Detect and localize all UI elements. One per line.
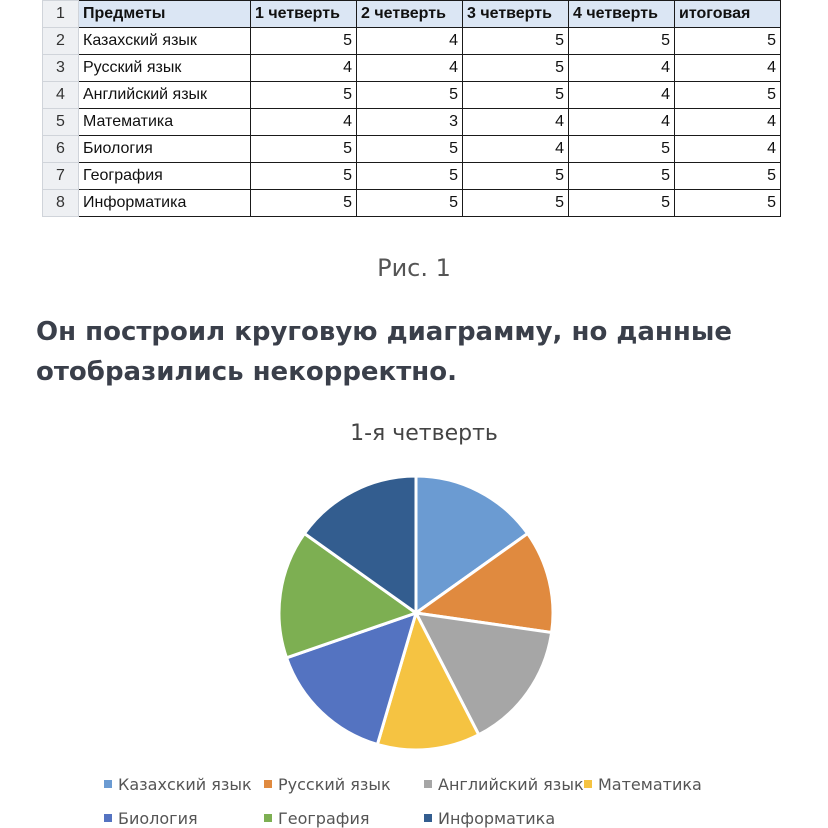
subject-cell: Математика (79, 109, 251, 136)
column-header: 3 четверть (463, 1, 569, 28)
grade-cell: 5 (357, 163, 463, 190)
grade-cell: 5 (251, 136, 357, 163)
legend-label: Английский язык (438, 775, 584, 794)
table-row (43, 28, 781, 55)
grade-cell: 5 (675, 28, 781, 55)
row-number: 2 (43, 28, 79, 55)
column-header: Предметы (79, 1, 251, 28)
grade-cell: 4 (569, 109, 675, 136)
legend-label: География (278, 809, 370, 828)
grade-cell: 5 (357, 190, 463, 217)
legend-swatch (424, 814, 432, 822)
grade-cell: 4 (463, 109, 569, 136)
grade-cell: 4 (251, 55, 357, 82)
grade-cell: 5 (251, 163, 357, 190)
subject-cell: Информатика (79, 190, 251, 217)
grade-cell: 5 (251, 190, 357, 217)
grade-cell: 5 (251, 28, 357, 55)
grade-cell: 4 (675, 109, 781, 136)
row-number: 5 (43, 109, 79, 136)
legend-label: Математика (598, 775, 702, 794)
column-header: итоговая (675, 1, 781, 28)
grade-cell: 4 (675, 136, 781, 163)
pie-chart (0, 408, 828, 828)
legend-swatch (264, 814, 272, 822)
row-number: 7 (43, 163, 79, 190)
grade-cell: 4 (569, 55, 675, 82)
grade-cell: 5 (569, 190, 675, 217)
subject-cell: Биология (79, 136, 251, 163)
pie-slices (279, 476, 553, 750)
row-number: 3 (43, 55, 79, 82)
legend-swatch (104, 814, 112, 822)
grade-cell: 4 (357, 28, 463, 55)
grade-cell: 5 (463, 163, 569, 190)
legend-label: Русский язык (278, 775, 391, 794)
row-number: 1 (43, 1, 79, 28)
table-row (43, 109, 781, 136)
grade-cell: 5 (357, 82, 463, 109)
subject-cell: География (79, 163, 251, 190)
legend-swatch (104, 780, 112, 788)
grade-cell: 3 (357, 109, 463, 136)
chart-title: 1-я четверть (350, 421, 498, 446)
column-header: 4 четверть (569, 1, 675, 28)
grade-cell: 5 (463, 55, 569, 82)
grade-cell: 5 (357, 136, 463, 163)
table-header-row (43, 1, 781, 28)
table-row (43, 190, 781, 217)
table-row (43, 136, 781, 163)
grade-cell: 5 (569, 28, 675, 55)
row-number: 6 (43, 136, 79, 163)
legend-label: Информатика (438, 809, 556, 828)
legend-label: Казахский язык (118, 775, 252, 794)
legend-swatch (584, 780, 592, 788)
column-header: 2 четверть (357, 1, 463, 28)
grade-cell: 5 (463, 190, 569, 217)
row-number: 4 (43, 82, 79, 109)
table-row (43, 55, 781, 82)
figure-caption: Рис. 1 (377, 254, 451, 282)
grade-cell: 5 (569, 163, 675, 190)
grade-cell: 5 (569, 136, 675, 163)
grades-table (42, 0, 781, 217)
table-row (43, 82, 781, 109)
legend-swatch (264, 780, 272, 788)
subject-cell: Казахский язык (79, 28, 251, 55)
table-row (43, 163, 781, 190)
grade-cell: 5 (675, 190, 781, 217)
problem-statement: Он построил круговую диаграмму, но данные отобразились некорректно. (36, 317, 732, 387)
column-header: 1 четверть (251, 1, 357, 28)
chart-legend (104, 775, 702, 828)
subject-cell: Английский язык (79, 82, 251, 109)
legend-swatch (424, 780, 432, 788)
grade-cell: 4 (569, 82, 675, 109)
grade-cell: 5 (251, 82, 357, 109)
subject-cell: Русский язык (79, 55, 251, 82)
grade-cell: 4 (357, 55, 463, 82)
row-number: 8 (43, 190, 79, 217)
grade-cell: 5 (675, 82, 781, 109)
grade-cell: 4 (251, 109, 357, 136)
spreadsheet (42, 0, 784, 232)
grade-cell: 4 (675, 55, 781, 82)
grade-cell: 5 (463, 28, 569, 55)
grade-cell: 5 (463, 82, 569, 109)
grade-cell: 4 (463, 136, 569, 163)
legend-label: Биология (118, 809, 198, 828)
grade-cell: 5 (675, 163, 781, 190)
